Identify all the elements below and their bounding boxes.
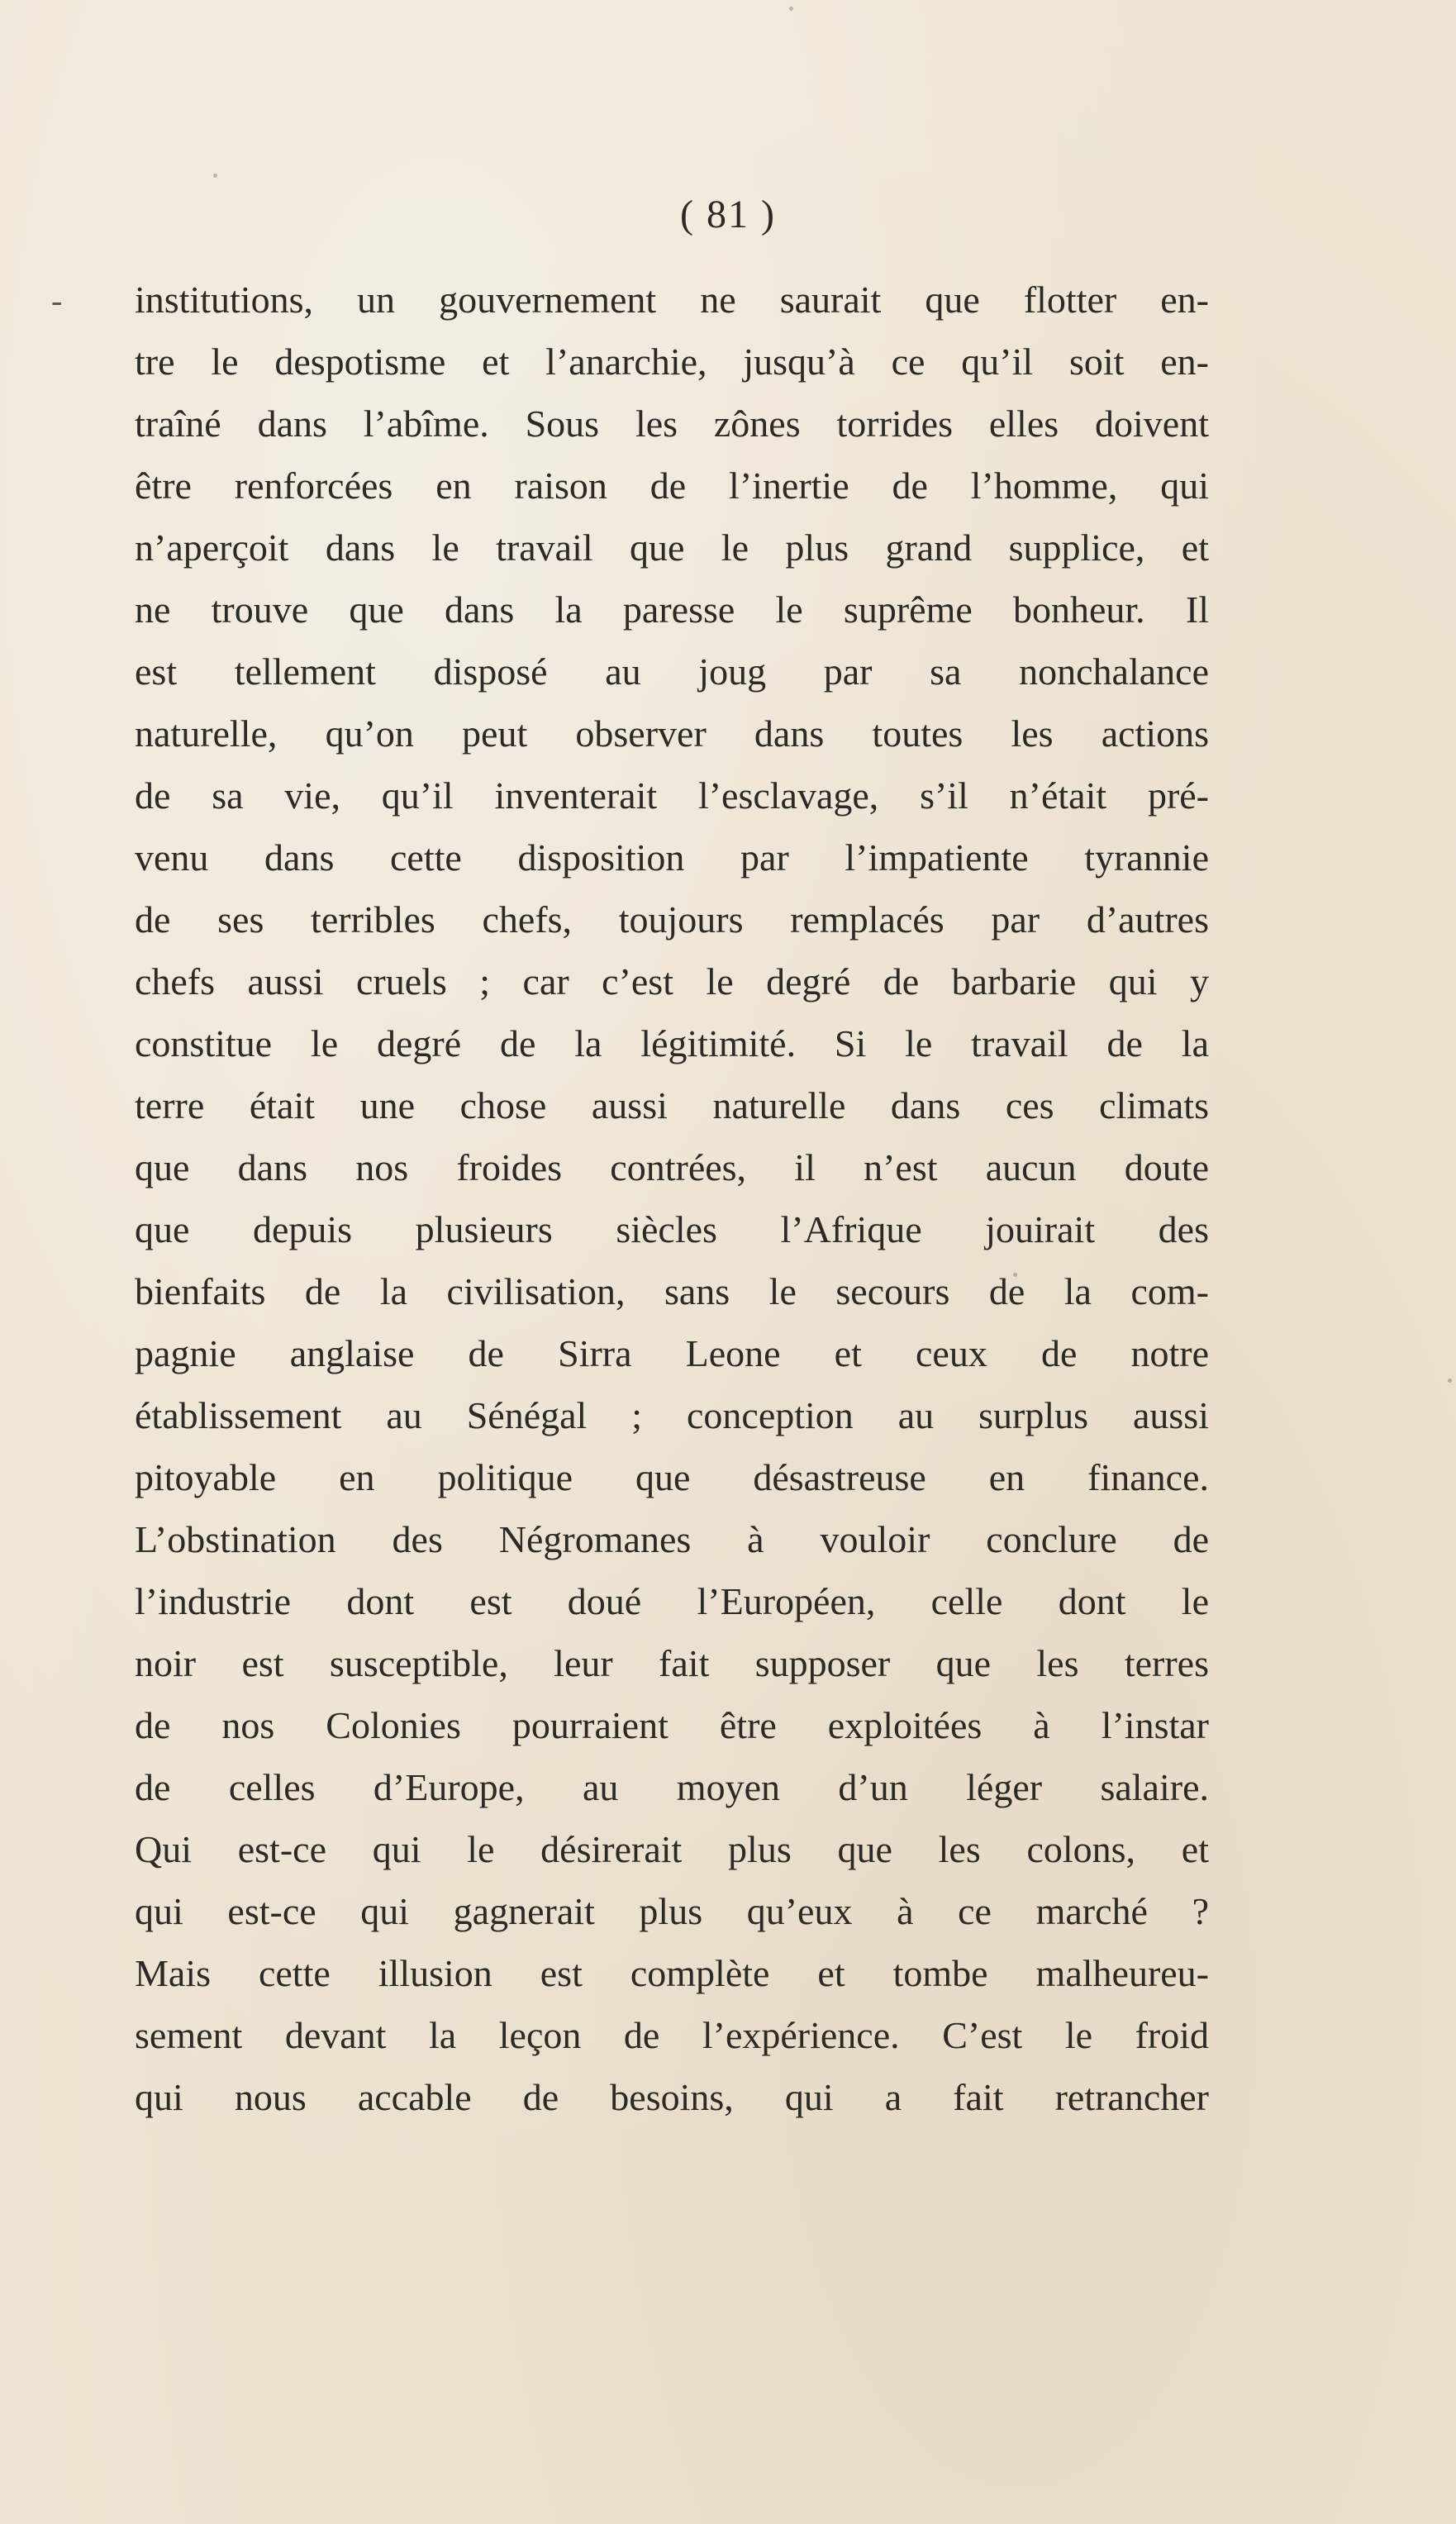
text-line: noir est susceptible, leur fait supposer que les terres [135,1642,1209,1684]
text-line: que dans nos froides contrées, il n’est aucun doute [135,1146,1209,1188]
text-line: chefs aussi cruels ; car c’est le degré de barbarie qui y [135,960,1209,1002]
text-line: tre le despotisme et l’anarchie, jusqu’à ce qu’il soit en- [135,341,1209,383]
text-line: de sa vie, qu’il inventerait l’esclavage, s’il n’était pré- [135,774,1209,817]
text-line: ne trouve que dans la paresse le suprême bonheur. Il [135,588,1209,631]
paper-speck [1448,1379,1452,1383]
text-line: constitue le degré de la légitimité. Si le travail de la [135,1022,1209,1064]
text-line: être renforcées en raison de l’inertie de l’homme, qui [135,464,1209,507]
text-line: traîné dans l’abîme. Sous les zônes torrides elles doivent [135,402,1209,445]
paper-speck [213,174,217,178]
text-line: de ses terribles chefs, toujours remplacés par d’autres [135,898,1209,941]
text-line: l’industrie dont est doué l’Européen, celle dont le [135,1580,1209,1622]
margin-mark: - [51,282,63,319]
page-number: ( 81 ) [680,193,776,236]
text-line: institutions, un gouvernement ne saurait que flotter en- [135,279,1209,321]
text-line: que depuis plusieurs siècles l’Afrique jouirait des [135,1208,1209,1250]
paper-speck [1013,1273,1017,1277]
text-line: pitoyable en politique que désastreuse en finance. [135,1456,1209,1498]
text-line: naturelle, qu’on peut observer dans toutes les actions [135,712,1209,755]
text-line: L’obstination des Négromanes à vouloir conclure de [135,1518,1209,1560]
text-line: sement devant la leçon de l’expérience. C’est le froid [135,2014,1209,2056]
text-line: venu dans cette disposition par l’impatiente tyrannie [135,836,1209,879]
paper-speck [789,7,793,11]
text-line: n’aperçoit dans le travail que le plus grand supplice, et [135,526,1209,569]
text-line: qui nous accable de besoins, qui a fait retrancher [135,2076,1209,2118]
text-line: bienfaits de la civilisation, sans le secours de la com- [135,1270,1209,1312]
text-line: de nos Colonies pourraient être exploitées à l’instar [135,1704,1209,1746]
body-text [135,269,1209,2128]
text-line: établissement au Sénégal ; conception au surplus aussi [135,1394,1209,1436]
text-line: Mais cette illusion est complète et tombe malheureu- [135,1952,1209,1994]
text-line: est tellement disposé au joug par sa nonchalance [135,650,1209,693]
text-line: terre était une chose aussi naturelle dans ces climats [135,1084,1209,1126]
text-line: Qui est-ce qui le désirerait plus que les colons, et [135,1828,1209,1870]
text-line: de celles d’Europe, au moyen d’un léger salaire. [135,1766,1209,1808]
text-line: pagnie anglaise de Sirra Leone et ceux de notre [135,1332,1209,1374]
text-line: qui est-ce qui gagnerait plus qu’eux à ce marché ? [135,1890,1209,1932]
